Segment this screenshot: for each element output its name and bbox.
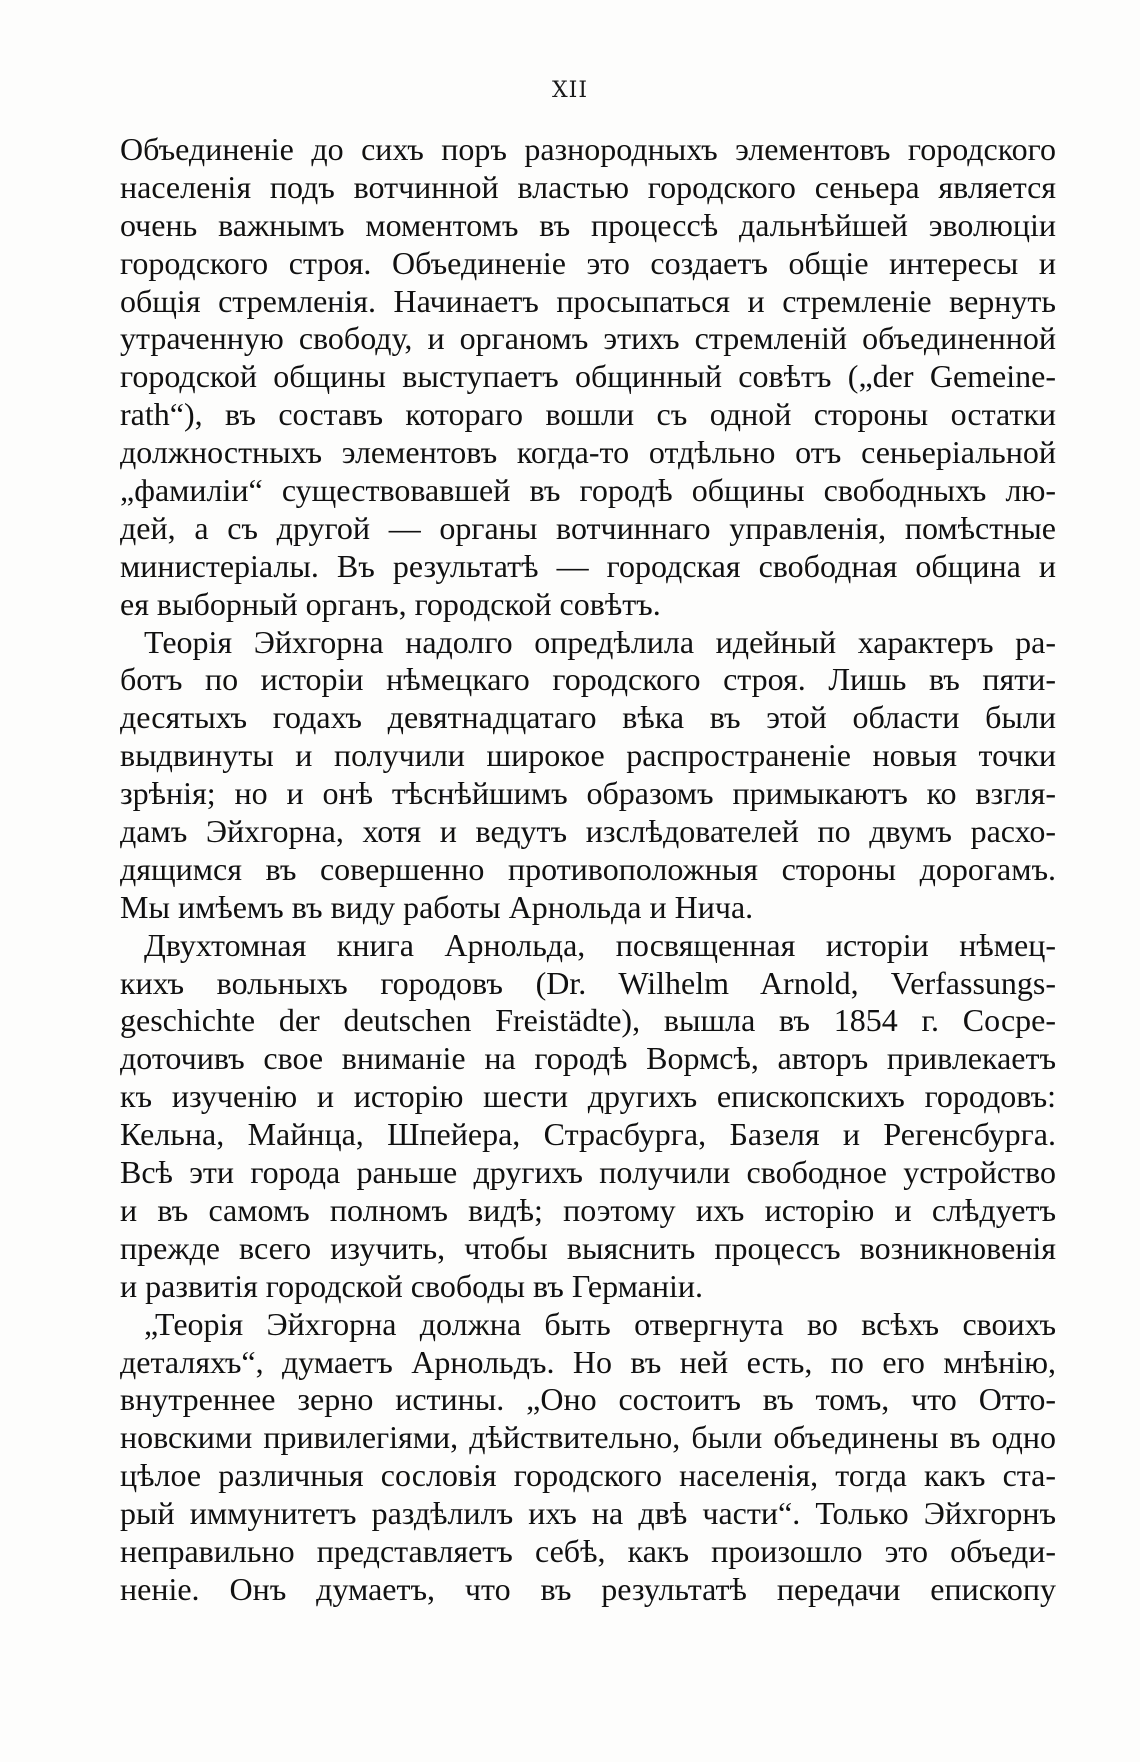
text-line: Мы имѣемъ въ виду работы Арнольда и Нича. xyxy=(120,888,754,925)
text-line: „фамиліи“ существовавшей въ городѣ общины свободныхъ лю- xyxy=(120,472,1056,509)
text-line: ботъ по исторіи нѣмецкаго городского строя. Лишь въ пяти- xyxy=(120,661,1056,698)
text-line: десятыхъ годахъ девятнадцатаго вѣка въ этой области были xyxy=(120,699,1056,736)
text-line: выдвинуты и получили широкое распространеніе новыя точки xyxy=(120,737,1056,774)
text-line: общія стремленія. Начинаетъ просыпаться и стремленіе вернуть xyxy=(120,282,1056,319)
text-line: и въ самомъ полномъ видѣ; поэтому ихъ исторію и слѣдуетъ xyxy=(120,1191,1056,1228)
text-line: дящимся въ совершенно противоположныя стороны дорогамъ. xyxy=(120,850,1056,887)
text-line: новскими привилегіями, дѣйствительно, были объединены въ одно xyxy=(120,1419,1056,1456)
text-line: городской общины выступаетъ общинный совѣтъ („der Gemeine- xyxy=(120,358,1056,395)
text-line: внутреннее зерно истины. „Оно состоитъ въ томъ, что Отто- xyxy=(120,1381,1056,1418)
text-line: городского строя. Объединеніе это создаетъ общіе интересы и xyxy=(120,244,1056,281)
paragraph-3 xyxy=(120,927,1056,1306)
text-line: ея выборный органъ, городской совѣтъ. xyxy=(120,585,661,622)
text-line: кихъ вольныхъ городовъ (Dr. Wilhelm Arnold, Verfassungs- xyxy=(120,964,1056,1001)
text-line: Двухтомная книга Арнольда, посвященная исторіи нѣмец- xyxy=(144,926,1056,963)
text-line: дей, а съ другой — органы вотчиннаго управленія, помѣстные xyxy=(120,509,1056,546)
paragraph-4 xyxy=(120,1306,1056,1609)
text-line: Всѣ эти города раньше другихъ получили свободное устройство xyxy=(120,1154,1056,1191)
page-number: XII xyxy=(551,78,589,103)
text-line: очень важнымъ моментомъ въ процессѣ дальнѣйшей эволюціи xyxy=(120,206,1056,243)
paragraph-2 xyxy=(120,624,1056,927)
text-line: Теорія Эйхгорна надолго опредѣлила идейный характеръ ра- xyxy=(144,623,1056,660)
text-line: утраченную свободу, и органомъ этихъ стремленій объединенной xyxy=(120,320,1056,357)
text-line: министеріалы. Въ результатѣ — городская свободная община и xyxy=(120,547,1056,584)
text-line: дамъ Эйхгорна, хотя и ведутъ изслѣдователей по двумъ расхо- xyxy=(120,813,1056,850)
text-line: населенія подъ вотчинной властью городского сеньера является xyxy=(120,168,1056,205)
text-line: прежде всего изучить, чтобы выяснить процессъ возникновенія xyxy=(120,1229,1056,1266)
text-line: доточивъ свое вниманіе на городѣ Вормсѣ, авторъ привлекаетъ xyxy=(120,1040,1056,1077)
text-line: должностныхъ элементовъ когда-то отдѣльно отъ сеньеріальной xyxy=(120,434,1056,471)
text-line: rath“), въ составъ котораго вошли съ одной стороны остатки xyxy=(120,396,1056,433)
text-line: „Теорія Эйхгорна должна быть отвергнута во всѣхъ своихъ xyxy=(144,1305,1056,1342)
text-line: рый иммунитетъ раздѣлилъ ихъ на двѣ части“. Только Эйхгорнъ xyxy=(120,1495,1056,1532)
text-line: неправильно представляетъ себѣ, какъ произошло это объеди- xyxy=(120,1532,1056,1569)
text-line: деталяхъ“, думаетъ Арнольдъ. Но въ ней есть, по его мнѣнію, xyxy=(120,1343,1056,1380)
text-line: зрѣнія; но и онѣ тѣснѣйшимъ образомъ примыкаютъ ко взгля- xyxy=(120,775,1056,812)
text-line: geschichte der deutschen Freistädte), вышла въ 1854 г. Сосре- xyxy=(120,1002,1056,1039)
text-line: и развитія городской свободы въ Германіи. xyxy=(120,1267,703,1304)
text-line: Объединеніе до сихъ поръ разнородныхъ элементовъ городского xyxy=(120,131,1056,167)
body-text xyxy=(120,131,1056,1609)
text-line: Кельна, Майнца, Шпейера, Страсбурга, Базеля и Регенсбурга. xyxy=(120,1116,1056,1153)
text-line: неніе. Онъ думаетъ, что въ результатѣ передачи епископу xyxy=(120,1570,1056,1607)
text-line: къ изученію и исторію шести другихъ епископскихъ городовъ: xyxy=(120,1078,1056,1115)
paragraph-1 xyxy=(120,131,1056,624)
text-line: цѣлое различныя сословія городского населенія, тогда какъ ста- xyxy=(120,1457,1056,1494)
